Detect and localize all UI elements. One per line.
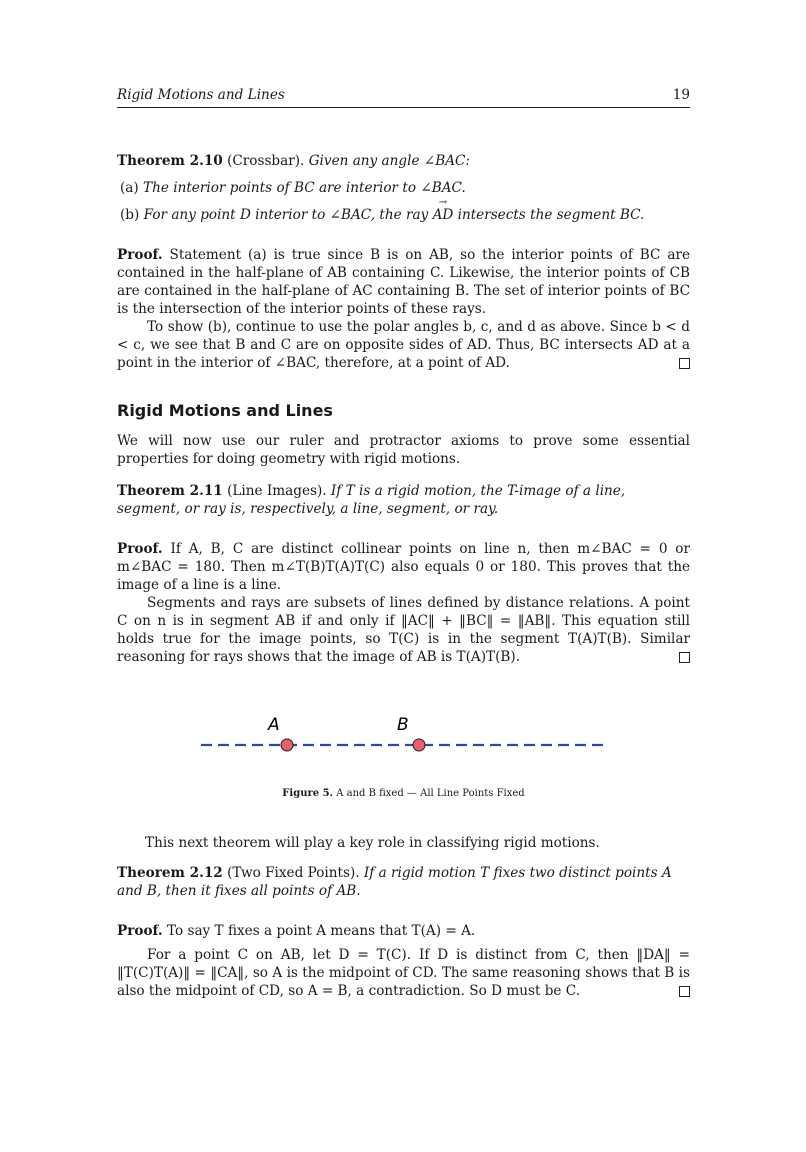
- figure-5: [117, 666, 690, 816]
- theorem-statement: If a rigid motion T fixes two distinct points A and B, then it fixes all points of AB.: [117, 865, 672, 899]
- theorem-item-b: [117, 206, 690, 224]
- header-title: Rigid Motions and Lines: [117, 87, 285, 103]
- theorem-2-11: [117, 482, 690, 518]
- theorem-item-a: [117, 179, 690, 197]
- caption-text: A and B fixed — All Line Points Fixed: [336, 788, 525, 799]
- theorem-label: Theorem 2.12: [117, 865, 223, 881]
- proof-2-12: [117, 922, 690, 940]
- running-header: [117, 86, 690, 108]
- theorem-2-10: [117, 152, 690, 224]
- section-intro: We will now use our ruler and protractor axioms to prove some essential properties for doing geometry with rigid motions.: [117, 433, 690, 467]
- theorem-name: (Line Images).: [227, 483, 327, 499]
- proof-paragraph: To show (b), continue to use the polar angles b, c, and d as above. Since b < d < c, we see that B and C are on opposite sides of AD. Thus, BC intersects AD at a point in the interior of ∠BAC, therefore, at a point of AD.: [117, 319, 690, 371]
- page: [117, 86, 690, 1000]
- figure-caption: [117, 785, 690, 803]
- proof-label: Proof.: [117, 923, 163, 939]
- theorem-name: (Two Fixed Points).: [227, 865, 360, 881]
- proof-paragraph: If A, B, C are distinct collinear points on line n, then m∠BAC = 0 or m∠BAC = 180. Then m∠T(B)T(A)T(C) also equals 0 or 180. This proves that the image of a line is a line.: [117, 541, 690, 593]
- item-text: For any point D interior to ∠BAC, the ray: [143, 207, 433, 223]
- label-a: A: [268, 715, 280, 735]
- figure-diagram: [117, 666, 690, 786]
- theorem-statement: Given any angle ∠BAC:: [308, 153, 471, 169]
- proof-2-10: [117, 246, 690, 318]
- proof-2-12-part2: [117, 946, 690, 1000]
- proof-paragraph: To say T fixes a point A means that T(A) = A.: [166, 923, 476, 939]
- proof-label: Proof.: [117, 247, 163, 263]
- proof-label: Proof.: [117, 541, 163, 557]
- lead-paragraph: This next theorem will play a key role in classifying rigid motions.: [145, 835, 600, 851]
- item-label: (a): [120, 180, 139, 196]
- qed-box: [679, 358, 690, 369]
- qed-box: [679, 652, 690, 663]
- theorem-statement: If T is a rigid motion, the T-image of a line, segment, or ray is, respectively, a line, segment, or ray.: [117, 483, 626, 517]
- section-title: Rigid Motions and Lines: [117, 401, 333, 420]
- ray-ad: → AD: [433, 206, 454, 224]
- theorem-2-12: [117, 864, 690, 900]
- point-a: [281, 739, 293, 751]
- theorem-name: (Crossbar).: [227, 153, 305, 169]
- item-text-end: intersects the segment BC.: [453, 207, 645, 223]
- proof-2-11: [117, 540, 690, 594]
- caption-number: Figure 5.: [282, 788, 334, 799]
- proof-paragraph: Segments and rays are subsets of lines defined by distance relations. A point C on n is in segment AB if and only if ‖AC‖ + ‖BC‖ = ‖AB‖. This equation still holds true for the image points, so T(C) is in the segment T(A)T(B). Similar reasoning for rays shows that the image of AB is T(A)T(B).: [117, 595, 690, 665]
- proof-paragraph: Statement (a) is true since B is on AB, so the interior points of BC are contained in the half-plane of AB containing C. Likewise, the interior points of CB are contained in the half-plane of AC containing B. The set of interior points of BC is the intersection of the interior points of these rays.: [117, 247, 690, 317]
- item-text: The interior points of BC are interior to ∠BAC.: [143, 180, 466, 196]
- label-b: B: [397, 715, 409, 735]
- theorem-label: Theorem 2.10: [117, 153, 223, 169]
- theorem-label: Theorem 2.11: [117, 483, 223, 499]
- qed-box: [679, 986, 690, 997]
- proof-paragraph: For a point C on AB, let D = T(C). If D is distinct from C, then ‖DA‖ = ‖T(C)T(A)‖ = ‖CA‖, so A is the midpoint of CD. The same reasoning shows that B is also the midpoint of CD, so A = B, a contradiction. So D must be C.: [117, 947, 690, 999]
- page-number: 19: [672, 87, 690, 103]
- point-b: [413, 739, 425, 751]
- proof-2-10-part2: [117, 318, 690, 372]
- item-label: (b): [120, 207, 140, 223]
- proof-2-11-part2: [117, 594, 690, 666]
